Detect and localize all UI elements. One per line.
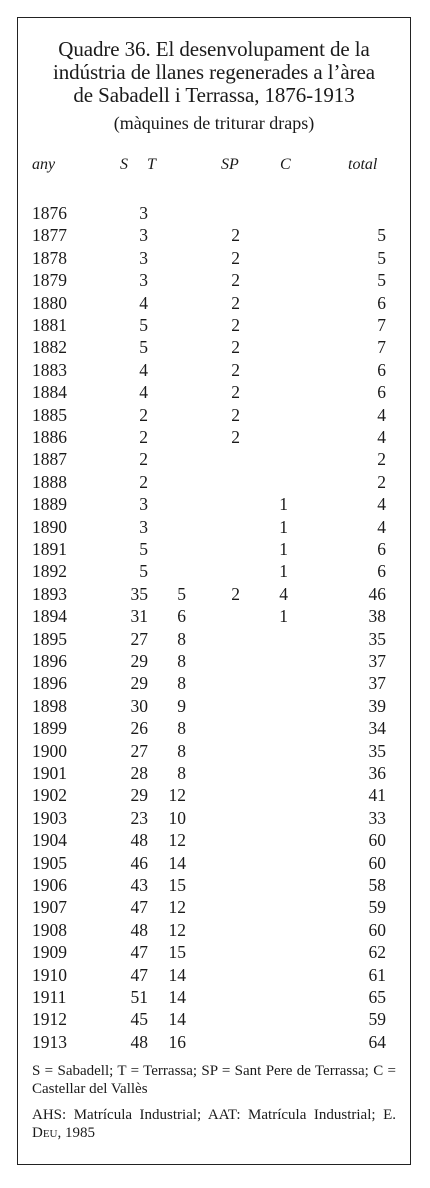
cell-total: 4 bbox=[377, 516, 386, 537]
cell-total: 37 bbox=[368, 673, 386, 694]
cell-t: 14 bbox=[168, 987, 186, 1007]
table-row bbox=[18, 247, 410, 269]
table-row bbox=[18, 359, 410, 381]
cell-total: 2 bbox=[377, 449, 386, 470]
cell-total: 59 bbox=[368, 1009, 386, 1030]
cell-year: 1903 bbox=[32, 807, 67, 828]
table-row bbox=[18, 292, 410, 314]
table-row bbox=[18, 538, 410, 560]
cell-t: 8 bbox=[177, 763, 186, 783]
cell-s: 2 bbox=[139, 449, 148, 470]
cell-t: 14 bbox=[168, 1009, 186, 1030]
cell-s: 29 bbox=[130, 651, 148, 671]
cell-t: 14 bbox=[168, 852, 186, 873]
cell-s: 45 bbox=[130, 1009, 148, 1030]
cell-year: 1891 bbox=[32, 539, 67, 559]
cell-total: 7 bbox=[377, 315, 386, 335]
cell-s: 4 bbox=[139, 359, 148, 380]
cell-year: 1890 bbox=[32, 516, 67, 537]
cell-total: 34 bbox=[368, 718, 386, 739]
cell-total: 46 bbox=[368, 583, 386, 604]
cell-year: 1884 bbox=[32, 382, 67, 403]
cell-year: 1888 bbox=[32, 471, 67, 492]
cell-s: 4 bbox=[139, 292, 148, 313]
table-row bbox=[18, 896, 410, 918]
cell-total: 38 bbox=[368, 606, 386, 627]
table-row bbox=[18, 583, 410, 605]
cell-s: 48 bbox=[130, 830, 148, 851]
cell-t: 12 bbox=[168, 830, 186, 851]
cell-year: 1885 bbox=[32, 404, 67, 425]
cell-year: 1902 bbox=[32, 785, 67, 806]
cell-total: 59 bbox=[368, 897, 386, 918]
cell-t: 14 bbox=[168, 964, 186, 985]
cell-year: 1911 bbox=[32, 987, 67, 1007]
cell-sp: 2 bbox=[231, 404, 240, 425]
cell-total: 5 bbox=[377, 270, 386, 291]
source-prefix: AHS: Matrícula Industrial; AAT: Matrícula Industrial; E. bbox=[32, 1107, 396, 1123]
cell-s: 28 bbox=[130, 763, 148, 783]
cell-sp: 2 bbox=[231, 583, 240, 604]
table-row bbox=[18, 314, 410, 336]
cell-c: 1 bbox=[279, 516, 288, 537]
cell-sp: 2 bbox=[231, 270, 240, 291]
table-row bbox=[18, 829, 410, 851]
cell-s: 29 bbox=[130, 785, 148, 806]
cell-s: 48 bbox=[130, 919, 148, 940]
header-s: S bbox=[120, 156, 128, 173]
cell-sp: 2 bbox=[231, 382, 240, 403]
cell-s: 29 bbox=[130, 673, 148, 694]
cell-total: 62 bbox=[368, 942, 386, 963]
table-row bbox=[18, 224, 410, 246]
cell-total: 6 bbox=[377, 292, 386, 313]
cell-t: 12 bbox=[168, 785, 186, 806]
cell-year: 1906 bbox=[32, 875, 67, 895]
table-row bbox=[18, 471, 410, 493]
table-row bbox=[18, 784, 410, 806]
cell-year: 1881 bbox=[32, 315, 67, 335]
cell-year: 1901 bbox=[32, 763, 67, 783]
cell-s: 4 bbox=[139, 382, 148, 403]
cell-s: 3 bbox=[139, 247, 148, 268]
cell-year: 1877 bbox=[32, 225, 67, 246]
cell-t: 15 bbox=[168, 942, 186, 963]
table-row bbox=[18, 404, 410, 426]
table-row bbox=[18, 516, 410, 538]
header-total: total bbox=[348, 156, 378, 173]
table-row bbox=[18, 672, 410, 694]
cell-year: 1908 bbox=[32, 919, 67, 940]
cell-total: 7 bbox=[377, 337, 386, 358]
legend-note: S = Sabadell; T = Terrassa; SP = Sant Pere de Terrassa; C = Castellar del Vallès bbox=[32, 1063, 396, 1097]
table-row bbox=[18, 448, 410, 470]
cell-t: 12 bbox=[168, 919, 186, 940]
table-row bbox=[18, 650, 410, 672]
cell-t: 8 bbox=[177, 673, 186, 694]
cell-year: 1896 bbox=[32, 673, 67, 694]
cell-year: 1889 bbox=[32, 494, 67, 515]
cell-s: 3 bbox=[139, 225, 148, 246]
title-line-2: indústria de llanes regenerades a l’àrea bbox=[53, 60, 375, 84]
cell-t: 15 bbox=[168, 875, 186, 895]
cell-year: 1905 bbox=[32, 852, 67, 873]
cell-c: 1 bbox=[279, 494, 288, 515]
table-row bbox=[18, 493, 410, 515]
cell-total: 37 bbox=[368, 651, 386, 671]
cell-sp: 2 bbox=[231, 292, 240, 313]
cell-total: 4 bbox=[377, 427, 386, 447]
table-row bbox=[18, 852, 410, 874]
cell-year: 1904 bbox=[32, 830, 67, 851]
cell-c: 4 bbox=[279, 583, 288, 604]
cell-year: 1895 bbox=[32, 628, 67, 649]
cell-s: 51 bbox=[130, 987, 148, 1007]
cell-s: 43 bbox=[130, 875, 148, 895]
cell-year: 1907 bbox=[32, 897, 67, 918]
cell-s: 47 bbox=[130, 942, 148, 963]
table-row bbox=[18, 269, 410, 291]
cell-total: 35 bbox=[368, 628, 386, 649]
cell-sp: 2 bbox=[231, 247, 240, 268]
cell-total: 58 bbox=[368, 875, 386, 895]
table-row bbox=[18, 941, 410, 963]
source-author: Deu bbox=[32, 1125, 58, 1141]
cell-year: 1876 bbox=[32, 203, 67, 223]
cell-c: 1 bbox=[279, 561, 288, 582]
cell-year: 1913 bbox=[32, 1031, 67, 1052]
table-row bbox=[18, 381, 410, 403]
cell-s: 48 bbox=[130, 1031, 148, 1052]
cell-t: 16 bbox=[168, 1031, 186, 1052]
cell-total: 33 bbox=[368, 807, 386, 828]
cell-t: 10 bbox=[168, 807, 186, 828]
cell-s: 23 bbox=[130, 807, 148, 828]
cell-sp: 2 bbox=[231, 427, 240, 447]
cell-total: 61 bbox=[368, 964, 386, 985]
header-year: any bbox=[32, 156, 56, 173]
table-row bbox=[18, 874, 410, 896]
table-row bbox=[18, 740, 410, 762]
header-c: C bbox=[280, 156, 291, 173]
cell-total: 41 bbox=[368, 785, 386, 806]
title-line-3: de Sabadell i Terrassa, 1876-1913 bbox=[73, 83, 355, 107]
table-frame bbox=[17, 17, 411, 1165]
cell-t: 6 bbox=[177, 606, 186, 627]
source-suffix: , 1985 bbox=[57, 1125, 95, 1141]
cell-c: 1 bbox=[279, 606, 288, 627]
cell-t: 9 bbox=[177, 695, 186, 716]
cell-total: 60 bbox=[368, 852, 386, 873]
cell-t: 8 bbox=[177, 651, 186, 671]
cell-year: 1899 bbox=[32, 718, 67, 739]
cell-t: 5 bbox=[177, 583, 186, 604]
cell-s: 31 bbox=[130, 606, 148, 627]
cell-year: 1892 bbox=[32, 561, 67, 582]
cell-total: 60 bbox=[368, 830, 386, 851]
cell-s: 5 bbox=[139, 539, 148, 559]
cell-s: 46 bbox=[130, 852, 148, 873]
table-row bbox=[18, 762, 410, 784]
cell-sp: 2 bbox=[231, 359, 240, 380]
source-note bbox=[32, 1106, 396, 1142]
cell-total: 5 bbox=[377, 225, 386, 246]
cell-year: 1883 bbox=[32, 359, 67, 380]
cell-total: 39 bbox=[368, 695, 386, 716]
table-row bbox=[18, 628, 410, 650]
cell-total: 65 bbox=[368, 987, 386, 1007]
cell-s: 2 bbox=[139, 404, 148, 425]
cell-year: 1894 bbox=[32, 606, 67, 627]
cell-year: 1879 bbox=[32, 270, 67, 291]
cell-sp: 2 bbox=[231, 225, 240, 246]
table-row bbox=[18, 919, 410, 941]
cell-s: 2 bbox=[139, 471, 148, 492]
cell-year: 1912 bbox=[32, 1009, 67, 1030]
table-row bbox=[18, 986, 410, 1008]
cell-s: 3 bbox=[139, 494, 148, 515]
cell-total: 64 bbox=[368, 1031, 386, 1052]
cell-year: 1896 bbox=[32, 651, 67, 671]
cell-total: 36 bbox=[368, 763, 386, 783]
cell-s: 3 bbox=[139, 516, 148, 537]
cell-year: 1886 bbox=[32, 427, 67, 447]
cell-s: 3 bbox=[139, 270, 148, 291]
cell-s: 35 bbox=[130, 583, 148, 604]
cell-total: 6 bbox=[377, 359, 386, 380]
header-t: T bbox=[147, 156, 156, 173]
cell-total: 4 bbox=[377, 494, 386, 515]
table-row bbox=[18, 202, 410, 224]
cell-s: 2 bbox=[139, 427, 148, 447]
cell-s: 3 bbox=[139, 203, 148, 223]
cell-c: 1 bbox=[279, 539, 288, 559]
cell-total: 60 bbox=[368, 919, 386, 940]
table-row bbox=[18, 560, 410, 582]
cell-s: 5 bbox=[139, 561, 148, 582]
table-row bbox=[18, 717, 410, 739]
cell-total: 5 bbox=[377, 247, 386, 268]
title-line-1: Quadre 36. El desenvolupament de la bbox=[58, 37, 370, 61]
table-row bbox=[18, 1008, 410, 1030]
table-row bbox=[18, 336, 410, 358]
cell-sp: 2 bbox=[231, 315, 240, 335]
cell-year: 1900 bbox=[32, 740, 67, 761]
cell-year: 1910 bbox=[32, 964, 67, 985]
table-row bbox=[18, 964, 410, 986]
cell-total: 6 bbox=[377, 539, 386, 559]
cell-s: 30 bbox=[130, 695, 148, 716]
cell-s: 47 bbox=[130, 964, 148, 985]
cell-total: 2 bbox=[377, 471, 386, 492]
table-row bbox=[18, 605, 410, 627]
cell-total: 6 bbox=[377, 561, 386, 582]
cell-s: 26 bbox=[130, 718, 148, 739]
cell-sp: 2 bbox=[231, 337, 240, 358]
cell-year: 1898 bbox=[32, 695, 67, 716]
cell-year: 1893 bbox=[32, 583, 67, 604]
cell-t: 8 bbox=[177, 740, 186, 761]
table-subtitle: (màquines de triturar draps) bbox=[113, 113, 315, 133]
table-row bbox=[18, 807, 410, 829]
cell-total: 4 bbox=[377, 404, 386, 425]
cell-s: 5 bbox=[139, 315, 148, 335]
cell-total: 35 bbox=[368, 740, 386, 761]
header-sp: SP bbox=[221, 156, 239, 173]
cell-t: 12 bbox=[168, 897, 186, 918]
cell-s: 5 bbox=[139, 337, 148, 358]
cell-year: 1878 bbox=[32, 247, 67, 268]
cell-year: 1882 bbox=[32, 337, 67, 358]
cell-s: 47 bbox=[130, 897, 148, 918]
cell-s: 27 bbox=[130, 628, 148, 649]
table-row bbox=[18, 1031, 410, 1053]
table-row bbox=[18, 426, 410, 448]
cell-t: 8 bbox=[177, 628, 186, 649]
cell-year: 1887 bbox=[32, 449, 67, 470]
cell-year: 1880 bbox=[32, 292, 67, 313]
cell-year: 1909 bbox=[32, 942, 67, 963]
table-title bbox=[18, 38, 410, 107]
table-row bbox=[18, 695, 410, 717]
cell-t: 8 bbox=[177, 718, 186, 739]
cell-s: 27 bbox=[130, 740, 148, 761]
cell-total: 6 bbox=[377, 382, 386, 403]
